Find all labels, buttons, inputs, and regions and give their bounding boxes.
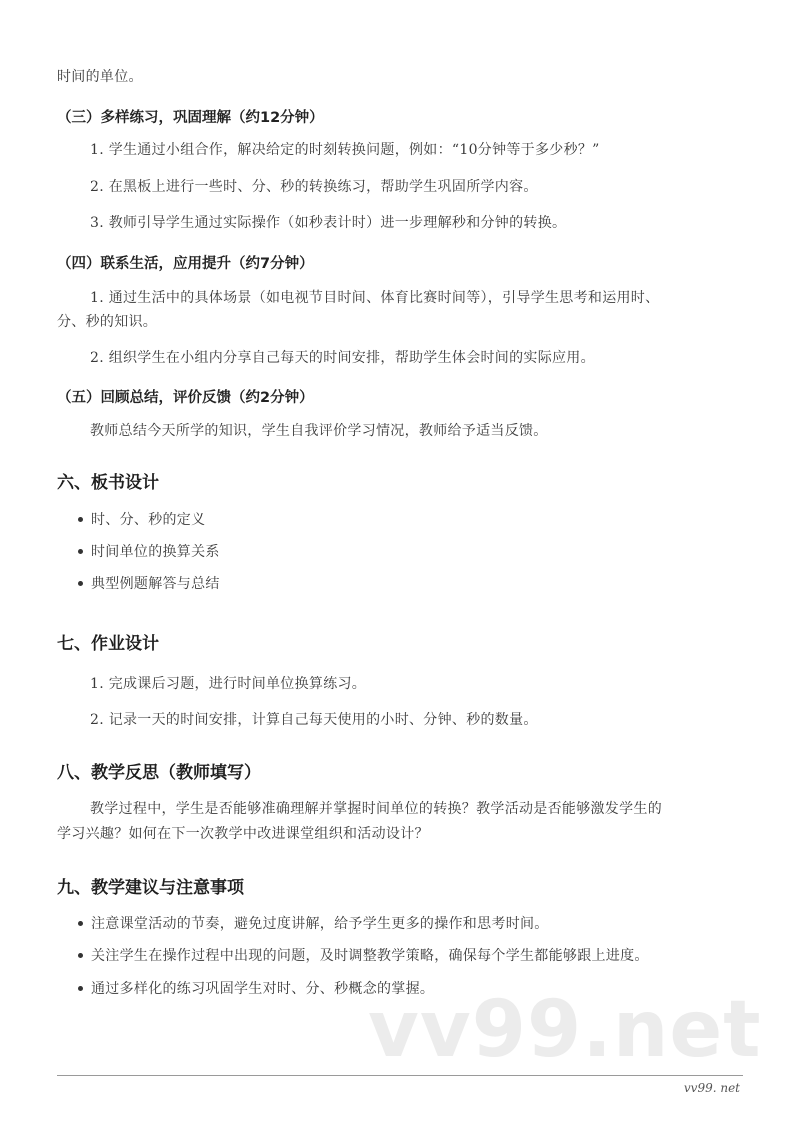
section9-heading: 九、教学建议与注意事项 <box>57 878 244 898</box>
part4-heading: （四）联系生活，应用提升（约7分钟） <box>57 256 314 272</box>
section9-bullet-3: 通过多样化的练习巩固学生对时、分、秒概念的掌握。 <box>91 981 435 997</box>
bullet-icon <box>78 921 83 926</box>
intro-continuation: 时间的单位。 <box>57 69 143 85</box>
section6-bullet-3: 典型例题解答与总结 <box>91 576 220 592</box>
section6-heading: 六、板书设计 <box>57 473 159 493</box>
section7-item-1: 1. 完成课后习题，进行时间单位换算练习。 <box>90 676 367 692</box>
part4-item-1-line-2: 分、秒的知识。 <box>57 314 158 330</box>
section8-line-2: 学习兴趣？如何在下一次教学中改进课堂组织和活动设计？ <box>57 826 429 842</box>
section9-bullet-2: 关注学生在操作过程中出现的问题，及时调整教学策略，确保每个学生都能够跟上进度。 <box>91 948 649 964</box>
footer-divider <box>57 1075 743 1076</box>
bullet-icon <box>78 549 83 554</box>
bullet-icon <box>78 581 83 586</box>
part3-item-1: 1. 学生通过小组合作，解决给定的时刻转换问题，例如：“10分钟等于多少秒？” <box>90 142 600 158</box>
section7-item-2: 2. 记录一天的时间安排，计算自己每天使用的小时、分钟、秒的数量。 <box>90 712 538 728</box>
bullet-icon <box>78 953 83 958</box>
part5-text: 教师总结今天所学的知识，学生自我评价学习情况，教师给予适当反馈。 <box>90 423 548 439</box>
section6-bullet-2: 时间单位的换算关系 <box>91 544 220 560</box>
part3-item-2: 2. 在黑板上进行一些时、分、秒的转换练习，帮助学生巩固所学内容。 <box>90 179 538 195</box>
watermark-logo: vv99.net <box>368 985 762 1075</box>
section8-line-1: 教学过程中，学生是否能够准确理解并掌握时间单位的转换？教学活动是否能够激发学生的 <box>90 801 662 817</box>
footer-brand: vv99. net <box>683 1081 740 1095</box>
part5-heading: （五）回顾总结，评价反馈（约2分钟） <box>57 390 314 406</box>
part3-heading: （三）多样练习，巩固理解（约12分钟） <box>57 110 324 126</box>
part3-item-3: 3. 教师引导学生通过实际操作（如秒表计时）进一步理解秒和分钟的转换。 <box>90 215 567 231</box>
section6-bullet-1: 时、分、秒的定义 <box>91 512 206 528</box>
bullet-icon <box>78 986 83 991</box>
section9-bullet-1: 注意课堂活动的节奏，避免过度讲解，给予学生更多的操作和思考时间。 <box>91 916 549 932</box>
section7-heading: 七、作业设计 <box>57 634 159 654</box>
part4-item-1-line-1: 1. 通过生活中的具体场景（如电视节目时间、体育比赛时间等），引导学生思考和运用时、 <box>90 290 660 306</box>
part4-item-2: 2. 组织学生在小组内分享自己每天的时间安排，帮助学生体会时间的实际应用。 <box>90 350 595 366</box>
bullet-icon <box>78 517 83 522</box>
section8-heading: 八、教学反思（教师填写） <box>57 763 261 783</box>
